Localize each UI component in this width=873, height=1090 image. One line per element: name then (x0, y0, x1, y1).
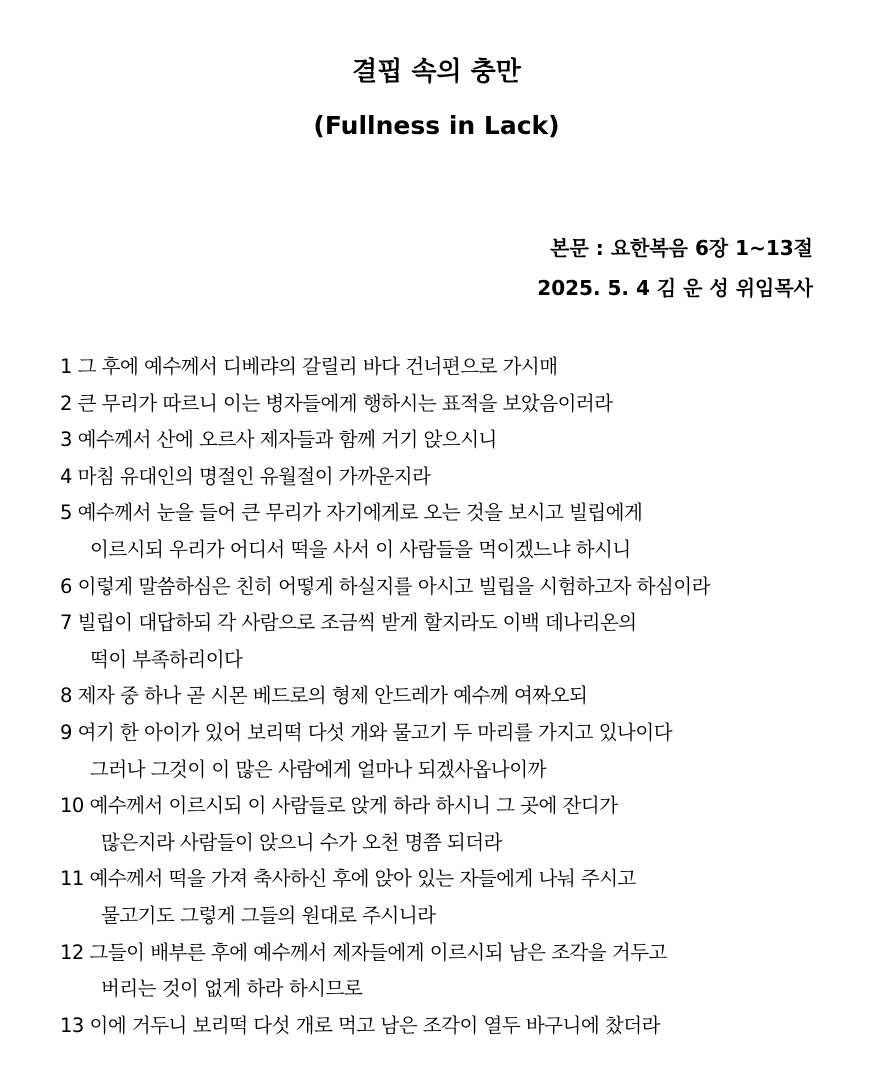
verse-5: 5 예수께서 눈을 들어 큰 무리가 자기에게로 오는 것을 보시고 빌립에게 (60, 501, 643, 525)
verse-6: 6 이렇게 말씀하심은 친히 어떻게 하실지를 아시고 빌립을 시험하고자 하심이라 (60, 574, 710, 598)
verse-5-continuation: 이르시되 우리가 어디서 떡을 사서 이 사람들을 먹이겠느냐 하시니 (90, 537, 631, 561)
verse-2: 2 큰 무리가 따르니 이는 병자들에게 행하시는 표적을 보았음이러라 (60, 391, 613, 415)
verse-13: 13 이에 거두니 보리떡 다섯 개로 먹고 남은 조각이 열두 바구니에 찼더라 (60, 1013, 660, 1037)
verse-10: 10 예수께서 이르시되 이 사람들로 앉게 하라 하시니 그 곳에 잔디가 (60, 794, 618, 818)
verse-12: 12 그들이 배부른 후에 예수께서 제자들에게 이르시되 남은 조각을 거두고 (60, 940, 667, 964)
verse-7-continuation: 떡이 부족하리이다 (90, 647, 243, 671)
verse-1: 1 그 후에 예수께서 디베랴의 갈릴리 바다 건너편으로 가시매 (60, 355, 558, 378)
verse-list (60, 349, 860, 1044)
verse-8: 8 제자 중 하나 곧 시몬 베드로의 형제 안드레가 예수께 여짜오되 (60, 684, 588, 708)
verse-11: 11 예수께서 떡을 가져 축사하신 후에 앉아 있는 자들에게 나눠 주시고 (60, 867, 636, 891)
sermon-title: 결핍 속의 충만 (352, 57, 521, 87)
verse-10-continuation: 많은지라 사람들이 앉으니 수가 오천 명쯤 되더라 (101, 830, 502, 854)
verse-11-continuation: 물고기도 그렇게 그들의 원대로 주시니라 (101, 903, 436, 927)
verse-3: 3 예수께서 산에 오르사 제자들과 함께 거기 앉으시니 (60, 428, 497, 452)
date-and-preacher: 2025. 5. 4 김 운 성 위임목사 (537, 276, 813, 300)
scripture-reference-block (537, 228, 813, 308)
verse-7: 7 빌립이 대답하되 각 사람으로 조금씩 받게 할지라도 이백 데나리온의 (60, 611, 637, 635)
verse-4: 4 마침 유대인의 명절인 유월절이 가까운지라 (60, 464, 431, 488)
verse-9-continuation: 그러나 그것이 이 많은 사람에게 얼마나 되겠사옵나이까 (90, 757, 546, 781)
scripture-reference: 본문 : 요한복음 6장 1~13절 (550, 236, 813, 260)
verse-12-continuation: 버리는 것이 없게 하라 하시므로 (101, 977, 363, 1001)
verse-9: 9 여기 한 아이가 있어 보리떡 다섯 개와 물고기 두 마리를 가지고 있나이다 (60, 720, 673, 744)
sermon-subtitle: (Fullness in Lack) (313, 111, 560, 140)
